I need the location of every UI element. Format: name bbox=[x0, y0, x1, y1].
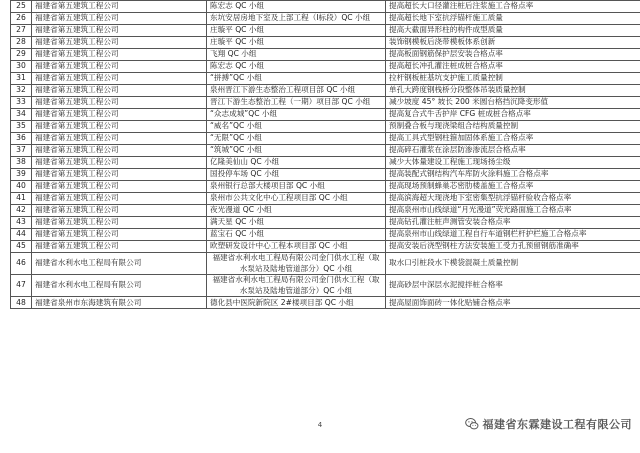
row-number: 37 bbox=[11, 145, 32, 157]
table-row bbox=[11, 169, 640, 181]
row-number: 27 bbox=[11, 25, 32, 37]
qc-topic: 提高复合式牛舌护岸 CFG 桩成桩合格点率 bbox=[386, 109, 640, 121]
unit-name: 福建省第五建筑工程公司 bbox=[32, 181, 207, 193]
unit-name: 福建省第五建筑工程公司 bbox=[32, 109, 207, 121]
qc-topic: 提高超长地下室抗浮锚杆施工质量 bbox=[386, 13, 640, 25]
qc-group-name: 欧塑研发设计中心工程本项目部 QC 小组 bbox=[207, 241, 386, 253]
row-number: 41 bbox=[11, 193, 32, 205]
qc-group-name: “筑城”QC 小组 bbox=[207, 145, 386, 157]
row-number: 42 bbox=[11, 205, 32, 217]
row-number: 39 bbox=[11, 169, 32, 181]
unit-name: 福建省第五建筑工程公司 bbox=[32, 157, 207, 169]
qc-topic: 提高砂层中深层水泥搅拌桩合格率 bbox=[386, 275, 640, 297]
unit-name: 福建省水利水电工程局有限公司 bbox=[32, 253, 207, 275]
table-row bbox=[11, 97, 640, 109]
unit-name: 福建省第五建筑工程公司 bbox=[32, 1, 207, 13]
qc-group-name: 庄璇平 QC 小组 bbox=[207, 25, 386, 37]
row-number: 40 bbox=[11, 181, 32, 193]
unit-name: 福建省第五建筑工程公司 bbox=[32, 97, 207, 109]
qc-topic: 提高现场预制蜂巢芯密肋楼盖施工合格点率 bbox=[386, 181, 640, 193]
qc-group-name: “无限”QC 小组 bbox=[207, 133, 386, 145]
qc-topic: 拉杆钢板桩基坑支护施工质量控制 bbox=[386, 73, 640, 85]
row-number: 48 bbox=[11, 297, 32, 309]
table-row bbox=[11, 253, 640, 275]
qc-topic: 减少坡度 45° 坡长 200 米圆台格挡沉降变形值 bbox=[386, 97, 640, 109]
unit-name: 福建省第五建筑工程公司 bbox=[32, 121, 207, 133]
table-row bbox=[11, 297, 640, 309]
qc-group-name: “威名”QC 小组 bbox=[207, 121, 386, 133]
qc-topic: 装饰钢模板后浇带模板体系创新 bbox=[386, 37, 640, 49]
qc-topic: 提高屋面饰面砖一体化贴铺合格点率 bbox=[386, 297, 640, 309]
row-number: 35 bbox=[11, 121, 32, 133]
row-number: 36 bbox=[11, 133, 32, 145]
qc-topic: 提高泉州市山线绿道工程自行车道钢栏杆护栏施工合格点率 bbox=[386, 229, 640, 241]
wechat-icon bbox=[465, 417, 479, 431]
table-row bbox=[11, 145, 640, 157]
qc-group-name: 德化县中医院新院区 2#楼项目部 QC 小组 bbox=[207, 297, 386, 309]
unit-name: 福建省第五建筑工程公司 bbox=[32, 61, 207, 73]
qc-group-name: 泉州银行总部大楼项目部 QC 小组 bbox=[207, 181, 386, 193]
table-row bbox=[11, 1, 640, 13]
qc-topic: 提高碎石灌浆在涂层防渗渗流层合格点率 bbox=[386, 145, 640, 157]
row-number: 44 bbox=[11, 229, 32, 241]
table-row bbox=[11, 13, 640, 25]
qc-topic: 提高泉州市山线绿道“月光漫道”荧光路面施工合格点率 bbox=[386, 205, 640, 217]
unit-name: 福建省第五建筑工程公司 bbox=[32, 229, 207, 241]
award-table bbox=[10, 0, 640, 309]
qc-group-name: 福建省水利水电工程局有限公司金门供水工程（取水泵站及陆地管道部分）QC 小组 bbox=[207, 275, 386, 297]
row-number: 30 bbox=[11, 61, 32, 73]
table-row bbox=[11, 73, 640, 85]
qc-group-name: 夜光漫道 QC 小组 bbox=[207, 205, 386, 217]
qc-topic: 提高超长大口径灌注桩后注浆施工合格点率 bbox=[386, 1, 640, 13]
qc-group-name: “拼搏”QC 小组 bbox=[207, 73, 386, 85]
qc-topic: 提高装配式钢结构汽车库防火涂料施工合格点率 bbox=[386, 169, 640, 181]
unit-name: 福建省第五建筑工程公司 bbox=[32, 37, 207, 49]
row-number: 46 bbox=[11, 253, 32, 275]
table-row bbox=[11, 121, 640, 133]
qc-group-name: 晋江下游生态整治工程（一期）项目部 QC 小组 bbox=[207, 97, 386, 109]
qc-topic: 提高板面钢筋保护层安装合格点率 bbox=[386, 49, 640, 61]
qc-group-name: 陈宏志 QC 小组 bbox=[207, 61, 386, 73]
row-number: 31 bbox=[11, 73, 32, 85]
table-row bbox=[11, 25, 640, 37]
table-row bbox=[11, 217, 640, 229]
unit-name: 福建省第五建筑工程公司 bbox=[32, 85, 207, 97]
unit-name: 福建省第五建筑工程公司 bbox=[32, 145, 207, 157]
page-number: 4 bbox=[317, 421, 323, 429]
row-number: 26 bbox=[11, 13, 32, 25]
qc-topic: 提高安装后浇型钢柱方法安装施工受力孔预留钢筋准确率 bbox=[386, 241, 640, 253]
unit-name: 福建省第五建筑工程公司 bbox=[32, 241, 207, 253]
qc-topic: 提高大截面异形柱的构件成型质量 bbox=[386, 25, 640, 37]
unit-name: 福建省第五建筑工程公司 bbox=[32, 49, 207, 61]
unit-name: 福建省第五建筑工程公司 bbox=[32, 169, 207, 181]
table-row bbox=[11, 133, 640, 145]
table-row bbox=[11, 157, 640, 169]
unit-name: 福建省泉州市东海建筑有限公司 bbox=[32, 297, 207, 309]
qc-group-name: 飞翔 QC 小组 bbox=[207, 49, 386, 61]
table-row bbox=[11, 37, 640, 49]
unit-name: 福建省水利水电工程局有限公司 bbox=[32, 275, 207, 297]
qc-topic: 提高超长冲孔灌注桩成桩合格点率 bbox=[386, 61, 640, 73]
qc-group-name: 福建省水利水电工程局有限公司金门供水工程（取水泵站及陆地管道部分）QC 小组 bbox=[207, 253, 386, 275]
table-row bbox=[11, 229, 640, 241]
row-number: 34 bbox=[11, 109, 32, 121]
table-row bbox=[11, 61, 640, 73]
qc-topic: 提高滨海超大现浇地下室密集型抗浮锚杆验收合格点率 bbox=[386, 193, 640, 205]
qc-topic: 预制叠合板与现浇梁组合结构质量控制 bbox=[386, 121, 640, 133]
table-row bbox=[11, 205, 640, 217]
table-row bbox=[11, 109, 640, 121]
qc-group-name: 泉州市公共文化中心工程项目部 QC 小组 bbox=[207, 193, 386, 205]
row-number: 32 bbox=[11, 85, 32, 97]
qc-topic: 单孔大跨度钢栈桥分段整体吊装质量控制 bbox=[386, 85, 640, 97]
table-row bbox=[11, 49, 640, 61]
row-number: 33 bbox=[11, 97, 32, 109]
qc-group-name: 东坑安居房地下室及上部工程（Ⅰ标段）QC 小组 bbox=[207, 13, 386, 25]
qc-group-name: 国投停车场 QC 小组 bbox=[207, 169, 386, 181]
row-number: 28 bbox=[11, 37, 32, 49]
qc-group-name: 蓝宝石 QC 小组 bbox=[207, 229, 386, 241]
row-number: 25 bbox=[11, 1, 32, 13]
row-number: 29 bbox=[11, 49, 32, 61]
qc-topic: 提高工具式型钢柱箍加固体系施工合格点率 bbox=[386, 133, 640, 145]
qc-group-name: 庄璇平 QC 小组 bbox=[207, 37, 386, 49]
qc-group-name: “众志成城”QC 小组 bbox=[207, 109, 386, 121]
row-number: 43 bbox=[11, 217, 32, 229]
table-row bbox=[11, 85, 640, 97]
qc-group-name: 陈宏志 QC 小组 bbox=[207, 1, 386, 13]
unit-name: 福建省第五建筑工程公司 bbox=[32, 25, 207, 37]
table-row bbox=[11, 275, 640, 297]
award-list-sheet bbox=[10, 0, 630, 309]
qc-topic: 提高钻孔灌注桩声测管安装合格点率 bbox=[386, 217, 640, 229]
table-row bbox=[11, 181, 640, 193]
table-row bbox=[11, 241, 640, 253]
watermark bbox=[465, 416, 633, 432]
qc-group-name: 满天星 QC 小组 bbox=[207, 217, 386, 229]
qc-group-name: 泉州晋江下游生态整治工程项目部 QC 小组 bbox=[207, 85, 386, 97]
unit-name: 福建省第五建筑工程公司 bbox=[32, 133, 207, 145]
unit-name: 福建省第五建筑工程公司 bbox=[32, 193, 207, 205]
qc-topic: 减少大体量建设工程施工现场扬尘级 bbox=[386, 157, 640, 169]
row-number: 47 bbox=[11, 275, 32, 297]
table-row bbox=[11, 193, 640, 205]
row-number: 38 bbox=[11, 157, 32, 169]
unit-name: 福建省第五建筑工程公司 bbox=[32, 73, 207, 85]
watermark-text: 福建省东霖建设工程有限公司 bbox=[482, 418, 632, 431]
qc-topic: 取水口引桩段水下模袋混凝土质量控制 bbox=[386, 253, 640, 275]
award-table-body bbox=[11, 1, 640, 309]
unit-name: 福建省第五建筑工程公司 bbox=[32, 217, 207, 229]
row-number: 45 bbox=[11, 241, 32, 253]
unit-name: 福建省第五建筑工程公司 bbox=[32, 13, 207, 25]
qc-group-name: 亿隆美仙山 QC 小组 bbox=[207, 157, 386, 169]
unit-name: 福建省第五建筑工程公司 bbox=[32, 205, 207, 217]
